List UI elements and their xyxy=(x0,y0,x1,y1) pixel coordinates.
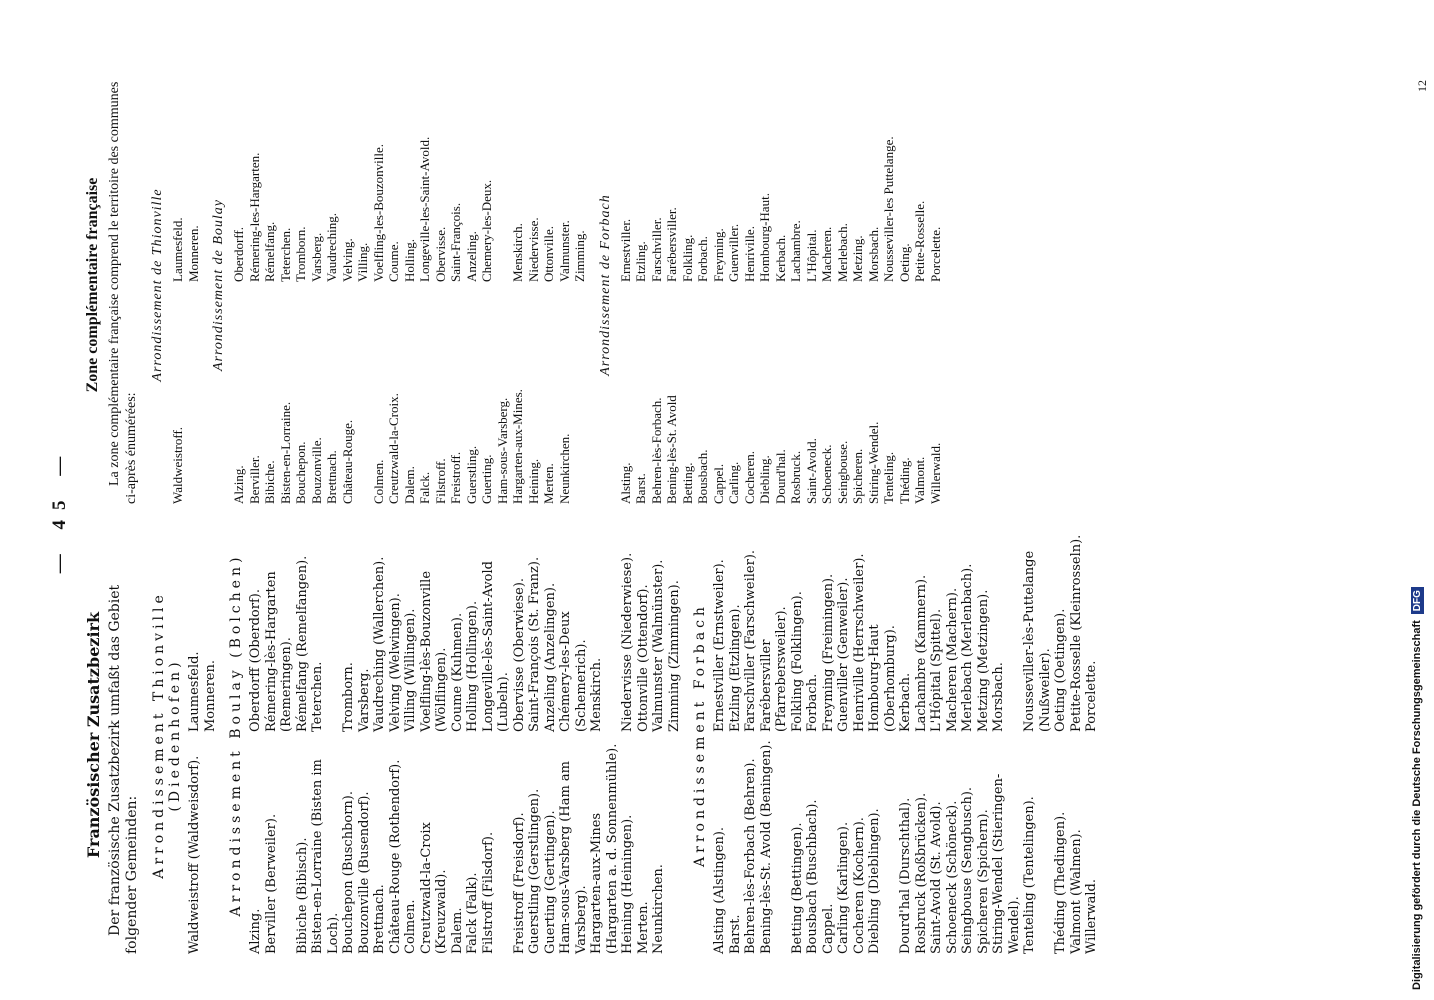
commune-row xyxy=(448,66,464,504)
commune-row xyxy=(572,66,588,504)
commune-row xyxy=(881,66,897,504)
commune-row xyxy=(203,516,219,954)
commune-name: Holling (Hollingen). xyxy=(465,600,480,732)
commune-row xyxy=(804,66,820,504)
commune-name: Diebling. xyxy=(757,455,772,504)
commune-name: Schoeneck (Schöneck). xyxy=(944,800,960,954)
commune-row xyxy=(929,516,945,954)
commune-row xyxy=(419,516,450,954)
commune-row xyxy=(417,66,433,504)
commune-row xyxy=(541,66,557,504)
commune-row xyxy=(403,516,419,954)
commune-name: Château-Rouge. xyxy=(339,419,355,504)
commune-name: Merlebach. xyxy=(834,223,850,282)
commune-row xyxy=(667,516,683,954)
commune-name: Longeville-les-Saint-Avold. xyxy=(417,136,432,282)
commune-row xyxy=(543,516,559,954)
commune-name: L'Hôpital. xyxy=(803,229,819,282)
commune-name: Farschviller. xyxy=(648,217,664,282)
commune-row xyxy=(464,66,480,504)
commune-row xyxy=(481,516,512,954)
commune-name: Rémering-lès-Hargarten (Remeringen). xyxy=(263,571,294,732)
commune-name: Alsting (Alstingen). xyxy=(712,826,727,954)
commune-name: Merlebach (Merlenbach). xyxy=(960,563,975,732)
commune-row xyxy=(402,66,418,504)
commune-row xyxy=(852,516,868,954)
commune-name: Alzing. xyxy=(231,465,246,504)
german-column xyxy=(80,510,1420,960)
commune-row xyxy=(743,516,759,954)
commune-name: Macheren (Machern). xyxy=(944,587,960,732)
commune-name xyxy=(572,282,588,504)
commune-name: Stiring-Wendel. xyxy=(865,421,881,504)
commune-row xyxy=(897,66,913,504)
commune-name: Oeting. xyxy=(896,243,912,282)
commune-row xyxy=(636,516,652,954)
commune-name: Varsberg. xyxy=(356,668,372,732)
commune-row xyxy=(867,516,898,954)
commune-name: Filstroff (Filsdorf). xyxy=(480,831,496,954)
commune-name: Betting. xyxy=(679,462,695,504)
commune-row xyxy=(527,516,543,954)
commune-row xyxy=(372,516,388,954)
commune-row xyxy=(386,66,402,504)
commune-row xyxy=(726,66,742,504)
page-number: — 45 — xyxy=(49,446,70,574)
commune-name: Anzeling. xyxy=(463,231,479,282)
commune-name: Guerting. xyxy=(479,454,494,504)
commune-name: Merten. xyxy=(635,901,651,954)
commune-name: Brettnach. xyxy=(372,884,387,954)
commune-name: Filstroff. xyxy=(432,458,448,504)
commune-name: Teterchen. xyxy=(310,661,325,732)
commune-name: Folkling. xyxy=(679,234,695,282)
commune-name: Vaudreching (Wallerchen). xyxy=(372,556,387,732)
commune-name: Petite-Rosselle. xyxy=(912,200,927,282)
commune-name: Chémery-les-Deux (Schemerich). xyxy=(558,611,589,732)
commune-name: Metzing (Metzingen). xyxy=(975,589,991,732)
arrondissement-heading: Arrondissement de Boulay xyxy=(211,199,226,372)
commune-name: Zimming (Zimmingen). xyxy=(666,580,682,732)
commune-name: Hombourg-Haut (Oberhomburg). xyxy=(867,624,898,732)
commune-name: Vaudreching. xyxy=(324,213,339,282)
commune-name: Kerbach. xyxy=(898,672,913,732)
commune-name: Behren-lès-Forbach (Behren). xyxy=(743,758,758,954)
commune-name: Ernestviller (Ernstweiler). xyxy=(712,559,727,732)
commune-name: Etzling. xyxy=(633,241,648,282)
commune-name xyxy=(495,66,511,282)
commune-name: Anzeling (Anzelingen). xyxy=(542,582,558,732)
commune-row xyxy=(262,66,278,504)
commune-name: Carling (Karlingen). xyxy=(836,821,851,954)
commune-name: Zimming. xyxy=(572,230,587,282)
commune-name xyxy=(355,282,371,504)
commune-row xyxy=(1022,516,1053,954)
french-column xyxy=(80,60,1420,510)
commune-name: Saint-François. xyxy=(448,202,463,282)
commune-name: Voelfling-lès-Bouzonville (Wölflingen). xyxy=(418,570,449,732)
commune-name: Niedervisse (Niederwiese). xyxy=(620,552,635,732)
commune-row xyxy=(945,516,961,954)
commune-row xyxy=(341,516,357,954)
commune-name: Freistroff. xyxy=(448,451,463,504)
commune-name: Menskirch. xyxy=(589,657,604,732)
french-title: Zone complémentaire française xyxy=(84,177,101,393)
commune-name: Dourd'hal (Durschthal). xyxy=(898,797,913,954)
commune-name: Saint-François (St. Franz). xyxy=(527,556,542,732)
commune-name: Petite-Rosselle (Kleinrosseln). xyxy=(1068,534,1084,732)
commune-name: Cappel. xyxy=(710,463,726,504)
commune-row xyxy=(278,66,294,504)
commune-name: Coume. xyxy=(386,241,401,282)
commune-row xyxy=(310,516,341,954)
commune-name: Rosbruck (Roßbrücken). xyxy=(913,792,929,954)
commune-name xyxy=(203,732,219,954)
commune-row xyxy=(618,66,634,504)
commune-name: Morsbach. xyxy=(991,662,1006,732)
commune-name: Teterchen. xyxy=(277,227,293,282)
commune-name: Château-Rouge (Rothendorf). xyxy=(387,759,403,954)
commune-row xyxy=(757,66,773,504)
commune-row xyxy=(728,516,744,954)
commune-name: Forbach. xyxy=(695,236,710,282)
commune-name: Porcelette. xyxy=(1084,660,1099,732)
commune-name: Lachambre (Kammern). xyxy=(913,574,929,732)
commune-row xyxy=(664,66,680,504)
commune-name: Ham-sous-Varsberg. xyxy=(494,397,510,504)
commune-name: Freyming. xyxy=(710,228,726,282)
digitization-credit xyxy=(1406,10,1428,990)
commune-name: Metzing. xyxy=(850,235,865,282)
commune-row xyxy=(512,516,528,954)
commune-name: Farschviller (Farschweiler). xyxy=(743,549,758,732)
german-sections xyxy=(151,516,1100,954)
commune-row xyxy=(742,66,758,504)
commune-name: Bousbach (Buschbach). xyxy=(805,799,820,954)
commune-name: Varsberg. xyxy=(308,232,324,282)
commune-name: Neunkirchen. xyxy=(556,433,572,504)
commune-name: Heining. xyxy=(525,458,541,504)
commune-name: Théding. xyxy=(896,457,912,504)
commune-name: Carling. xyxy=(726,461,741,504)
commune-row xyxy=(309,66,325,504)
commune-name: Behren-lès-Forbach. xyxy=(648,397,664,504)
commune-name: Cocheren. xyxy=(741,450,757,504)
commune-row xyxy=(589,516,620,954)
commune-name: Ham-sous-Varsberg (Ham am Varsberg). xyxy=(558,760,589,954)
arrondissement-heading: Arrondissement Boulay (Bolchen) xyxy=(228,553,244,917)
commune-row xyxy=(558,516,589,954)
commune-name: Tromborn. xyxy=(341,662,356,732)
commune-name: Heining (Heiningen). xyxy=(620,814,635,954)
commune-row xyxy=(960,516,976,954)
commune-name: Velving. xyxy=(339,238,355,282)
commune-name: Niedervisse. xyxy=(525,217,541,282)
commune-name: Diebling (Dieblingen). xyxy=(867,808,882,954)
commune-row xyxy=(912,66,928,504)
commune-row xyxy=(712,516,728,954)
commune-name: Oberdorff (Oberdorf). xyxy=(248,589,263,732)
commune-name: Oeting (Oetingen). xyxy=(1053,608,1068,732)
commune-name: Henriville (Herrschweiler). xyxy=(851,553,867,732)
commune-row xyxy=(187,516,203,954)
commune-name: Berviller. xyxy=(246,455,262,504)
commune-name: Seingbouse. xyxy=(834,440,850,504)
commune-row xyxy=(805,516,821,954)
commune-row xyxy=(914,516,930,954)
commune-name: Dalem. xyxy=(449,907,465,954)
commune-row xyxy=(510,66,526,504)
commune-row xyxy=(773,66,789,504)
commune-name: Barst. xyxy=(633,473,648,504)
commune-name: Guenviller. xyxy=(726,223,741,282)
commune-row xyxy=(680,66,696,504)
commune-name: Oberdorff. xyxy=(231,227,246,282)
commune-name: Lachambre. xyxy=(788,220,803,282)
commune-name: Betting (Bettingen). xyxy=(789,822,805,954)
commune-row xyxy=(928,66,944,504)
commune-row xyxy=(866,66,882,504)
commune-name: Willerwald. xyxy=(1084,878,1099,954)
commune-name: Bouzonville (Busendorf). xyxy=(356,791,372,954)
commune-name: Guerstling. xyxy=(463,445,479,504)
commune-name: Bisten-en-Lorraine. xyxy=(277,401,293,504)
commune-name: Nousseviller-lès-Puttelange (Nußweiler). xyxy=(1022,550,1053,732)
commune-name: Alzing. xyxy=(248,908,263,954)
commune-row xyxy=(557,66,573,504)
commune-row xyxy=(976,516,992,954)
french-sections xyxy=(150,66,943,504)
commune-name: Morsbach. xyxy=(865,226,881,282)
arrondissement-heading: Arrondissement de Thionville xyxy=(150,188,165,382)
commune-name: Valmunster. xyxy=(556,220,572,282)
commune-name: Willerwald. xyxy=(927,442,943,504)
commune-name: Saint-Avold (St. Avold). xyxy=(929,801,944,954)
commune-name: Laumesfeld. xyxy=(187,651,202,732)
commune-row xyxy=(371,66,387,504)
commune-name: Spicheren. xyxy=(850,448,865,504)
commune-row xyxy=(620,516,636,954)
commune-name: Henriville. xyxy=(741,226,757,282)
commune-name: Rémelfang. xyxy=(262,221,277,282)
commune-name: Villing. xyxy=(355,242,370,282)
credit-text: Digitalisierung gefördert durch die Deutsche Forschungsgemeinschaft xyxy=(1411,620,1423,990)
commune-row xyxy=(836,516,852,954)
commune-row xyxy=(821,516,837,954)
commune-row xyxy=(388,516,404,954)
commune-row xyxy=(293,66,309,504)
commune-name: Valmont (Walmen). xyxy=(1068,829,1084,954)
commune-row xyxy=(790,516,806,954)
commune-name: Hombourg-Haut. xyxy=(757,193,772,282)
commune-row xyxy=(759,516,790,954)
commune-name: Voelfling-les-Bouzonville. xyxy=(370,143,386,282)
arrondissement-heading: Arrondissement Thionville (Diedenhofen) xyxy=(151,591,183,879)
commune-row xyxy=(357,516,373,954)
commune-name: Longeville-lès-Saint-Avold (Lubeln). xyxy=(480,561,511,732)
arrondissement-heading: Arrondissement de Forbach xyxy=(597,194,613,376)
commune-name: Guerstling (Gerstlingen). xyxy=(527,788,542,954)
commune-name: Ottonville. xyxy=(541,226,556,282)
commune-name: Colmen. xyxy=(370,459,386,504)
commune-name: Monneren. xyxy=(202,660,218,732)
commune-name: Menskirch. xyxy=(510,223,525,282)
footer-number: 12 xyxy=(1415,80,1429,92)
commune-row xyxy=(186,66,202,504)
commune-name: Monneren. xyxy=(185,225,201,282)
commune-name: Cappel. xyxy=(820,903,836,954)
commune-name: Alsting. xyxy=(617,462,633,504)
commune-name: Dalem. xyxy=(401,466,417,504)
commune-name: Farébersviller (Pfarrebersweiler). xyxy=(758,606,789,732)
commune-row xyxy=(819,66,835,504)
commune-name: Stiring-Wendel (Stieringen-Wendel). xyxy=(991,773,1022,954)
commune-row xyxy=(788,66,804,504)
commune-name: Dourd'hal. xyxy=(772,449,788,504)
commune-name: Spicheren (Spichern). xyxy=(975,809,991,954)
commune-name: Théding (Thedingen). xyxy=(1053,811,1068,954)
commune-name: Saint-Avold. xyxy=(803,438,819,504)
commune-name: Bibiche. xyxy=(262,460,277,504)
commune-name: Bibiche (Bibisch). xyxy=(294,837,310,954)
commune-name: Bening-lès-St. Avold xyxy=(664,395,679,504)
commune-name: Valmont. xyxy=(912,456,927,504)
commune-row xyxy=(1069,516,1085,954)
commune-name: Obervisse (Oberwiese). xyxy=(511,577,527,732)
french-intro: La zone complémentaire française comprend le territoire des communes ci-après énumérées: xyxy=(107,81,139,504)
commune-name: Valmunster (Walmünster). xyxy=(651,559,666,732)
commune-name xyxy=(667,732,683,954)
commune-name: Ernestviller. xyxy=(617,218,633,282)
commune-name: Macheren. xyxy=(819,226,834,282)
commune-name: Etzling (Etzlingen). xyxy=(727,604,743,732)
commune-name: Villing (Willingen). xyxy=(403,608,418,732)
commune-name: Rémelfang (Remelfangen). xyxy=(294,555,310,732)
commune-name: Freistroff (Freisdorf). xyxy=(511,812,527,954)
commune-row xyxy=(991,516,1022,954)
commune-row xyxy=(835,66,851,504)
commune-row xyxy=(450,516,466,954)
rotated-page-content xyxy=(40,60,1430,960)
commune-row xyxy=(433,66,449,504)
commune-name: Porcelette. xyxy=(927,226,943,282)
commune-name: Merten. xyxy=(541,463,556,504)
commune-name: Bouchepon. xyxy=(293,441,308,504)
commune-row xyxy=(247,66,263,504)
commune-name: Bening-lès-St. Avold (Beningen). xyxy=(758,740,774,954)
commune-name: Ottonville (Ottendorf). xyxy=(635,584,651,732)
commune-name: L'Hôpital (Spittel). xyxy=(929,608,944,732)
commune-row xyxy=(850,66,866,504)
commune-row xyxy=(479,66,495,504)
commune-row xyxy=(526,66,542,504)
commune-name: Holling. xyxy=(401,239,417,282)
arrondissement-heading: Arrondissement Forbach xyxy=(692,603,708,867)
commune-name: Forbach. xyxy=(805,673,820,732)
commune-row xyxy=(695,66,711,504)
commune-row xyxy=(248,516,264,954)
commune-row xyxy=(649,66,665,504)
commune-name: Chemery-les-Deux. xyxy=(479,179,494,282)
commune-row xyxy=(1053,516,1069,954)
commune-row xyxy=(633,66,649,504)
commune-row xyxy=(324,66,340,504)
commune-name: Hargarten-aux-Mines (Hargarten a. d. Sonnenmühle). xyxy=(589,743,620,954)
commune-row xyxy=(711,66,727,504)
commune-name: Barst. xyxy=(727,914,743,954)
commune-name: Freyming (Freimingen). xyxy=(820,573,836,732)
two-column-body xyxy=(80,60,1420,960)
commune-name: Obervisse. xyxy=(432,226,448,282)
commune-name: Farébersviller. xyxy=(664,207,679,282)
commune-name: Rosbruck. xyxy=(788,450,803,504)
german-intro: Der französische Zusatzbezirk umfaßt das Gebiet folgender Gemeinden: xyxy=(107,584,140,954)
commune-name: Tromborn. xyxy=(293,226,308,282)
commune-row xyxy=(340,66,356,504)
commune-row xyxy=(170,66,186,504)
commune-name: Falck. xyxy=(417,471,432,504)
german-title: Französischer Zusatzbezirk xyxy=(84,611,103,859)
commune-name: Waldweistroff (Waldweisdorf). xyxy=(187,755,202,954)
commune-name: Guenviller (Genweiler). xyxy=(836,577,851,732)
commune-name: Guerting (Gertingen). xyxy=(542,810,558,954)
commune-name xyxy=(186,282,202,504)
commune-name: Creutzwald-la-Croix. xyxy=(386,393,401,504)
commune-name: Tenteling (Tentelingen). xyxy=(1022,796,1037,954)
commune-row xyxy=(231,66,247,504)
commune-name: Rémering-les-Hargarten. xyxy=(246,152,262,282)
commune-name: Neunkirchen. xyxy=(651,864,666,954)
commune-name: Cocheren (Kochern). xyxy=(851,817,867,954)
commune-row xyxy=(355,66,371,504)
commune-name: Creutzwald-la-Croix (Kreuzwald). xyxy=(418,822,449,954)
commune-name: Bisten-en-Lorraine (Bisten im Loch). xyxy=(310,759,341,954)
commune-name: Bouchepon (Buschborn). xyxy=(341,790,356,954)
commune-name: Tenteling. xyxy=(881,451,896,504)
commune-name: Nousseviller-les Puttelange. xyxy=(881,136,896,282)
commune-name: Bousbach. xyxy=(695,449,710,504)
commune-name: Seingbouse (Sengbusch). xyxy=(960,786,975,954)
commune-row xyxy=(465,516,481,954)
commune-name: Kerbach. xyxy=(772,234,788,282)
dfg-logo: DFG xyxy=(1411,587,1424,614)
commune-name: Folkling (Folklingen). xyxy=(789,591,805,732)
commune-name: Bouzonville. xyxy=(308,437,324,504)
commune-name: Falck (Falk). xyxy=(465,872,480,954)
commune-row xyxy=(495,66,511,504)
commune-name: Brettnach. xyxy=(324,450,339,504)
commune-name: Berviller (Berweiler). xyxy=(263,813,279,954)
commune-name: Coume (Kuhmen). xyxy=(449,612,465,732)
commune-name: Colmen. xyxy=(403,899,418,954)
commune-row xyxy=(898,516,914,954)
commune-row xyxy=(651,516,667,954)
commune-name: Schoeneck. xyxy=(819,444,834,504)
commune-row xyxy=(264,516,295,954)
commune-name: Hargarten-aux-Mines. xyxy=(510,389,525,504)
commune-row xyxy=(295,516,311,954)
commune-row xyxy=(1084,516,1100,954)
commune-name: Velving (Welwingen). xyxy=(387,593,403,732)
commune-name: Laumesfeld. xyxy=(170,217,185,282)
commune-name: Waldweistroff. xyxy=(170,426,185,504)
